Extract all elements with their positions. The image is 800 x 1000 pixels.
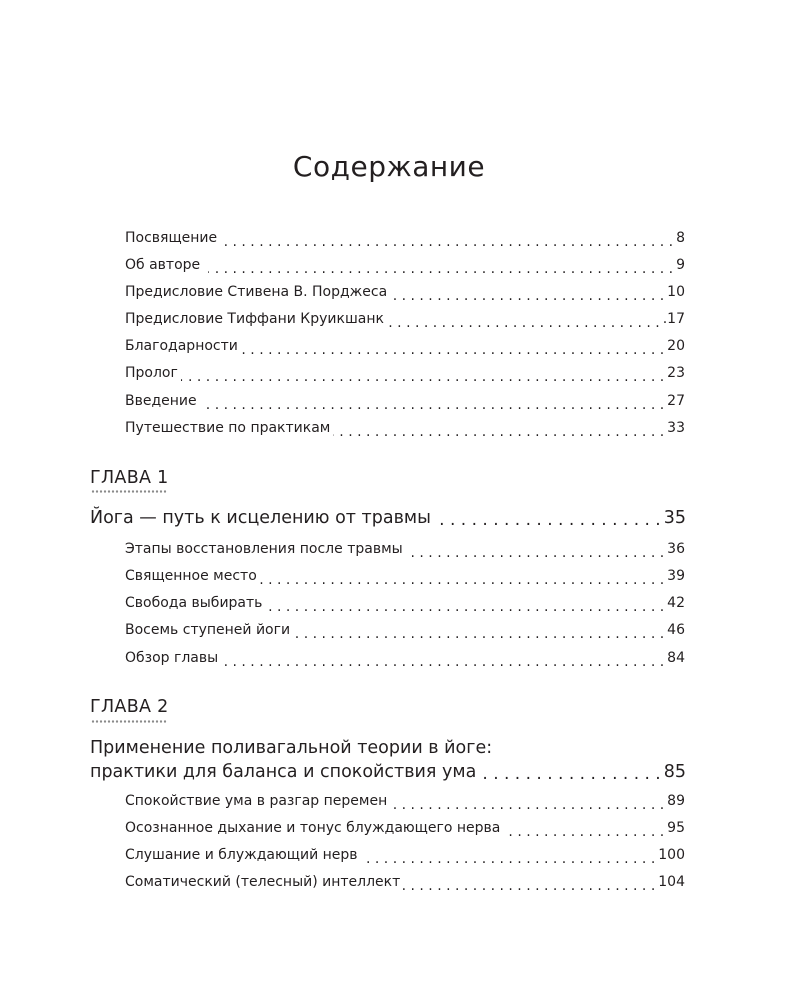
dot-leader (503, 820, 664, 840)
dot-leader (260, 568, 664, 588)
toc-entry-page: 39 (667, 568, 685, 584)
chapter-2-page: 85 (663, 762, 686, 782)
dot-leader (434, 508, 661, 530)
chapter-1-label: ГЛАВА 1 (90, 468, 169, 488)
toc-entry-page: 8 (676, 230, 685, 246)
toc-entry[interactable] (125, 568, 685, 588)
chapter-2-underline (91, 720, 167, 723)
dot-leader (181, 365, 664, 385)
toc-entry-label: Обзор главы (125, 650, 219, 666)
toc-entry[interactable] (125, 257, 685, 277)
dot-leader (293, 622, 664, 642)
toc-entry-label: Спокойствие ума в разгар перемен (125, 793, 388, 809)
toc-entry-page: 23 (667, 365, 685, 381)
dot-leader (200, 393, 665, 413)
page-title: Содержание (292, 150, 486, 183)
chapter-1-page: 35 (663, 508, 686, 528)
toc-entry-label: Благодарности (125, 338, 238, 354)
toc-entry-label: Свобода выбирать (125, 595, 263, 611)
dot-leader (406, 541, 664, 561)
chapter-1-title-entry[interactable] (90, 508, 686, 530)
toc-entry-label: Этапы восстановления после травмы (125, 541, 403, 557)
dot-leader (221, 650, 664, 670)
toc-entry[interactable] (125, 595, 685, 615)
toc-entry-page: 104 (658, 874, 685, 890)
toc-entry-page: 89 (667, 793, 685, 809)
dot-leader (403, 874, 655, 894)
toc-entry-page: 10 (667, 284, 685, 300)
toc-entry[interactable] (125, 874, 685, 894)
dot-leader (387, 311, 660, 331)
toc-entry[interactable] (125, 820, 685, 840)
toc-entry-label: Соматический (телесный) интеллект (125, 874, 401, 890)
dot-leader (333, 420, 664, 440)
toc-entry[interactable] (125, 230, 685, 250)
dot-leader (390, 284, 664, 304)
dot-leader (208, 257, 673, 277)
toc-entry-page: 20 (667, 338, 685, 354)
toc-entry[interactable] (125, 393, 685, 413)
toc-entry[interactable] (125, 793, 685, 813)
dot-leader (241, 338, 664, 358)
toc-entry[interactable] (125, 622, 685, 642)
toc-entry[interactable] (125, 650, 685, 670)
toc-entry-page: 9 (676, 257, 685, 273)
toc-entry[interactable] (125, 338, 685, 358)
toc-entry-page: 36 (667, 541, 685, 557)
chapter-1-underline (91, 490, 167, 493)
toc-entry-label: Об авторе (125, 257, 205, 273)
toc-entry-page: 46 (667, 622, 685, 638)
toc-entry-label: Посвящение (125, 230, 218, 246)
toc-entry-label: Священное место (125, 568, 257, 584)
toc-entry-page: 84 (667, 650, 685, 666)
toc-entry-label: Введение (125, 393, 197, 409)
dot-leader (479, 762, 660, 784)
toc-entry[interactable] (125, 284, 685, 304)
toc-entry-page: 27 (667, 393, 685, 409)
dot-leader (361, 847, 656, 867)
toc-entry-label: Пролог (125, 365, 178, 381)
toc-entry[interactable] (125, 311, 685, 331)
dot-leader (220, 230, 673, 250)
dot-leader (390, 793, 664, 813)
toc-entry-label: Путешествие по практикам (125, 420, 331, 436)
chapter-2-title-line2: практики для баланса и спокойствия ума (90, 762, 477, 782)
toc-entry-page: 100 (658, 847, 685, 863)
toc-entry-label: Осознанное дыхание и тонус блуждающего нерва (125, 820, 501, 836)
toc-entry-page: 33 (667, 420, 685, 436)
toc-entry[interactable] (125, 847, 685, 867)
toc-entry[interactable] (125, 541, 685, 561)
toc-entry[interactable] (125, 365, 685, 385)
toc-entry-page: .17 (662, 311, 685, 327)
chapter-2-title-line1[interactable]: Применение поливагальной теории в йоге: (90, 738, 493, 758)
toc-entry-label: Предисловие Тиффани Круикшанк (125, 311, 384, 327)
toc-entry-page: 95 (667, 820, 685, 836)
toc-entry-label: Предисловие Стивена В. Порджеса (125, 284, 388, 300)
toc-entry-label: Слушание и блуждающий нерв (125, 847, 358, 863)
chapter-1-title: Йога — путь к исцелению от травмы (90, 508, 431, 528)
chapter-2-label: ГЛАВА 2 (90, 697, 169, 717)
toc-entry[interactable] (125, 420, 685, 440)
toc-entry-page: 42 (667, 595, 685, 611)
dot-leader (265, 595, 664, 615)
toc-entry-label: Восемь ступеней йоги (125, 622, 291, 638)
chapter-2-title-entry[interactable] (90, 762, 686, 784)
